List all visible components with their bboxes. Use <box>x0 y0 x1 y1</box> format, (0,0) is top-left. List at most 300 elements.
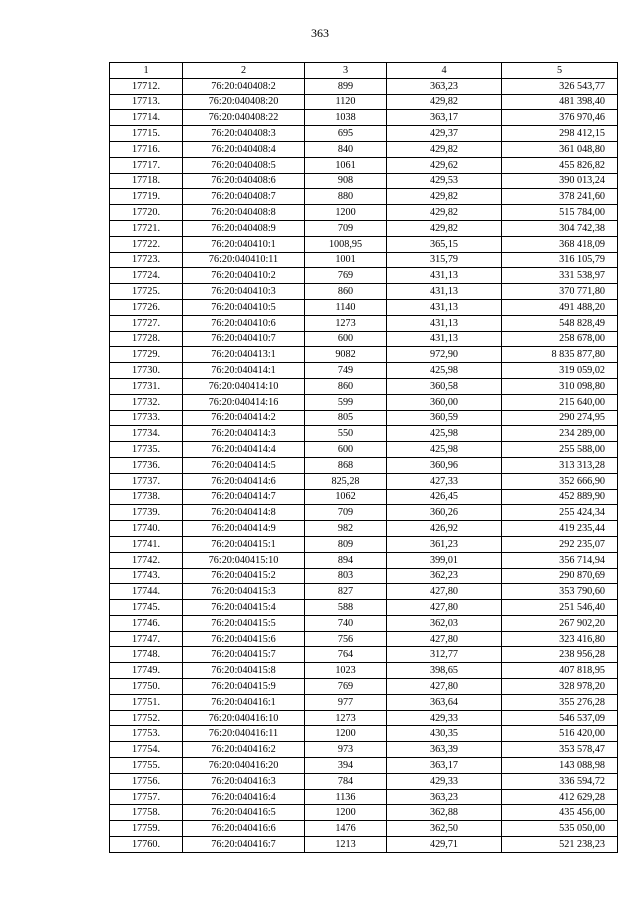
specific-value-cell: 426,92 <box>387 521 502 537</box>
cadastral-value-cell: 455 826,82 <box>502 157 618 173</box>
area-cell: 1038 <box>305 110 387 126</box>
table-row <box>110 568 618 584</box>
row-index-cell: 17731. <box>110 378 183 394</box>
area-cell: 880 <box>305 189 387 205</box>
row-index-cell: 17729. <box>110 347 183 363</box>
cadastral-number-cell: 76:20:040408:5 <box>183 157 305 173</box>
cadastral-value-cell: 304 742,38 <box>502 220 618 236</box>
specific-value-cell: 363,39 <box>387 742 502 758</box>
cadastral-number-cell: 76:20:040414:6 <box>183 473 305 489</box>
area-cell: 764 <box>305 647 387 663</box>
table-row <box>110 521 618 537</box>
area-cell: 1008,95 <box>305 236 387 252</box>
row-index-cell: 17725. <box>110 284 183 300</box>
cadastral-value-cell: 535 050,00 <box>502 821 618 837</box>
cadastral-value-cell: 328 978,20 <box>502 679 618 695</box>
cadastral-value-cell: 412 629,28 <box>502 789 618 805</box>
area-cell: 827 <box>305 584 387 600</box>
row-index-cell: 17727. <box>110 315 183 331</box>
cadastral-value-cell: 143 088,98 <box>502 758 618 774</box>
cadastral-number-cell: 76:20:040416:10 <box>183 710 305 726</box>
table-row <box>110 742 618 758</box>
table-row <box>110 584 618 600</box>
cadastral-value-cell: 326 543,77 <box>502 78 618 94</box>
cadastral-number-cell: 76:20:040408:8 <box>183 205 305 221</box>
table-row <box>110 600 618 616</box>
area-cell: 756 <box>305 631 387 647</box>
cadastral-value-cell: 290 870,69 <box>502 568 618 584</box>
cadastral-value-cell: 378 241,60 <box>502 189 618 205</box>
row-index-cell: 17718. <box>110 173 183 189</box>
column-header-4: 4 <box>387 63 502 79</box>
cadastral-value-cell: 548 828,49 <box>502 315 618 331</box>
area-cell: 860 <box>305 284 387 300</box>
specific-value-cell: 429,82 <box>387 205 502 221</box>
area-cell: 709 <box>305 505 387 521</box>
specific-value-cell: 398,65 <box>387 663 502 679</box>
table-row <box>110 489 618 505</box>
table-row <box>110 631 618 647</box>
specific-value-cell: 429,82 <box>387 220 502 236</box>
table-row <box>110 110 618 126</box>
row-index-cell: 17733. <box>110 410 183 426</box>
row-index-cell: 17752. <box>110 710 183 726</box>
cadastral-value-cell: 546 537,09 <box>502 710 618 726</box>
area-cell: 1273 <box>305 315 387 331</box>
specific-value-cell: 427,80 <box>387 584 502 600</box>
table-row <box>110 410 618 426</box>
row-index-cell: 17759. <box>110 821 183 837</box>
table-row <box>110 220 618 236</box>
specific-value-cell: 315,79 <box>387 252 502 268</box>
cadastral-value-cell: 316 105,79 <box>502 252 618 268</box>
specific-value-cell: 362,23 <box>387 568 502 584</box>
specific-value-cell: 972,90 <box>387 347 502 363</box>
area-cell: 840 <box>305 141 387 157</box>
cadastral-number-cell: 76:20:040415:10 <box>183 552 305 568</box>
specific-value-cell: 431,13 <box>387 284 502 300</box>
cadastral-number-cell: 76:20:040416:1 <box>183 694 305 710</box>
row-index-cell: 17728. <box>110 331 183 347</box>
cadastral-number-cell: 76:20:040416:5 <box>183 805 305 821</box>
row-index-cell: 17743. <box>110 568 183 584</box>
specific-value-cell: 365,15 <box>387 236 502 252</box>
table-row <box>110 647 618 663</box>
row-index-cell: 17745. <box>110 600 183 616</box>
table-row <box>110 236 618 252</box>
cadastral-number-cell: 76:20:040408:9 <box>183 220 305 236</box>
cadastral-number-cell: 76:20:040408:20 <box>183 94 305 110</box>
cadastral-value-cell: 435 456,00 <box>502 805 618 821</box>
row-index-cell: 17748. <box>110 647 183 663</box>
cadastral-number-cell: 76:20:040414:9 <box>183 521 305 537</box>
specific-value-cell: 312,77 <box>387 647 502 663</box>
cadastral-number-cell: 76:20:040415:6 <box>183 631 305 647</box>
cadastral-number-cell: 76:20:040414:5 <box>183 457 305 473</box>
specific-value-cell: 360,58 <box>387 378 502 394</box>
specific-value-cell: 427,80 <box>387 631 502 647</box>
table-row <box>110 331 618 347</box>
row-index-cell: 17732. <box>110 394 183 410</box>
column-header-1: 1 <box>110 63 183 79</box>
cadastral-number-cell: 76:20:040415:2 <box>183 568 305 584</box>
table-row <box>110 726 618 742</box>
row-index-cell: 17734. <box>110 426 183 442</box>
specific-value-cell: 363,64 <box>387 694 502 710</box>
cadastral-value-cell: 298 412,15 <box>502 126 618 142</box>
cadastral-value-cell: 313 313,28 <box>502 457 618 473</box>
area-cell: 749 <box>305 363 387 379</box>
row-index-cell: 17751. <box>110 694 183 710</box>
specific-value-cell: 429,33 <box>387 710 502 726</box>
cadastral-value-cell: 515 784,00 <box>502 205 618 221</box>
specific-value-cell: 429,82 <box>387 94 502 110</box>
row-index-cell: 17735. <box>110 442 183 458</box>
cadastral-value-cell: 215 640,00 <box>502 394 618 410</box>
area-cell: 1120 <box>305 94 387 110</box>
specific-value-cell: 362,03 <box>387 615 502 631</box>
cadastral-value-table <box>109 62 618 853</box>
area-cell: 1001 <box>305 252 387 268</box>
table-row <box>110 805 618 821</box>
table-row <box>110 679 618 695</box>
table-row <box>110 789 618 805</box>
area-cell: 805 <box>305 410 387 426</box>
area-cell: 1023 <box>305 663 387 679</box>
table-row <box>110 78 618 94</box>
specific-value-cell: 431,13 <box>387 299 502 315</box>
specific-value-cell: 363,17 <box>387 110 502 126</box>
row-index-cell: 17739. <box>110 505 183 521</box>
area-cell: 1200 <box>305 205 387 221</box>
specific-value-cell: 429,53 <box>387 173 502 189</box>
cadastral-number-cell: 76:20:040410:11 <box>183 252 305 268</box>
row-index-cell: 17741. <box>110 536 183 552</box>
area-cell: 769 <box>305 679 387 695</box>
row-index-cell: 17715. <box>110 126 183 142</box>
specific-value-cell: 360,00 <box>387 394 502 410</box>
cadastral-value-cell: 290 274,95 <box>502 410 618 426</box>
cadastral-value-cell: 353 578,47 <box>502 742 618 758</box>
column-header-3: 3 <box>305 63 387 79</box>
specific-value-cell: 429,37 <box>387 126 502 142</box>
area-cell: 600 <box>305 331 387 347</box>
cadastral-value-cell: 370 771,80 <box>502 284 618 300</box>
cadastral-number-cell: 76:20:040408:2 <box>183 78 305 94</box>
specific-value-cell: 429,62 <box>387 157 502 173</box>
cadastral-value-cell: 336 594,72 <box>502 773 618 789</box>
cadastral-value-cell: 352 666,90 <box>502 473 618 489</box>
cadastral-number-cell: 76:20:040416:7 <box>183 837 305 853</box>
row-index-cell: 17716. <box>110 141 183 157</box>
cadastral-value-cell: 361 048,80 <box>502 141 618 157</box>
cadastral-number-cell: 76:20:040415:8 <box>183 663 305 679</box>
row-index-cell: 17753. <box>110 726 183 742</box>
table-row <box>110 347 618 363</box>
row-index-cell: 17756. <box>110 773 183 789</box>
specific-value-cell: 362,88 <box>387 805 502 821</box>
cadastral-number-cell: 76:20:040410:1 <box>183 236 305 252</box>
row-index-cell: 17726. <box>110 299 183 315</box>
cadastral-value-cell: 255 424,34 <box>502 505 618 521</box>
cadastral-value-cell: 251 546,40 <box>502 600 618 616</box>
cadastral-value-cell: 258 678,00 <box>502 331 618 347</box>
row-index-cell: 17712. <box>110 78 183 94</box>
cadastral-number-cell: 76:20:040414:2 <box>183 410 305 426</box>
specific-value-cell: 429,71 <box>387 837 502 853</box>
specific-value-cell: 431,13 <box>387 315 502 331</box>
table-row <box>110 157 618 173</box>
specific-value-cell: 362,50 <box>387 821 502 837</box>
area-cell: 973 <box>305 742 387 758</box>
specific-value-cell: 399,01 <box>387 552 502 568</box>
table-row <box>110 205 618 221</box>
specific-value-cell: 430,35 <box>387 726 502 742</box>
cadastral-value-cell: 323 416,80 <box>502 631 618 647</box>
cadastral-number-cell: 76:20:040414:7 <box>183 489 305 505</box>
cadastral-number-cell: 76:20:040415:1 <box>183 536 305 552</box>
column-header-2: 2 <box>183 63 305 79</box>
table-row <box>110 457 618 473</box>
specific-value-cell: 363,23 <box>387 78 502 94</box>
table-row <box>110 394 618 410</box>
cadastral-value-cell: 8 835 877,80 <box>502 347 618 363</box>
cadastral-value-cell: 407 818,95 <box>502 663 618 679</box>
specific-value-cell: 425,98 <box>387 442 502 458</box>
table-row <box>110 442 618 458</box>
specific-value-cell: 360,96 <box>387 457 502 473</box>
area-cell: 9082 <box>305 347 387 363</box>
area-cell: 982 <box>305 521 387 537</box>
cadastral-value-cell: 267 902,20 <box>502 615 618 631</box>
cadastral-value-cell: 319 059,02 <box>502 363 618 379</box>
cadastral-value-cell: 481 398,40 <box>502 94 618 110</box>
table-row <box>110 378 618 394</box>
cadastral-number-cell: 76:20:040408:3 <box>183 126 305 142</box>
area-cell: 695 <box>305 126 387 142</box>
page-number: 363 <box>311 26 329 40</box>
table-row <box>110 837 618 853</box>
table-row <box>110 536 618 552</box>
area-cell: 550 <box>305 426 387 442</box>
area-cell: 899 <box>305 78 387 94</box>
cadastral-value-cell: 419 235,44 <box>502 521 618 537</box>
table-row <box>110 252 618 268</box>
specific-value-cell: 363,23 <box>387 789 502 805</box>
specific-value-cell: 427,33 <box>387 473 502 489</box>
cadastral-value-cell: 356 714,94 <box>502 552 618 568</box>
area-cell: 1136 <box>305 789 387 805</box>
column-header-5: 5 <box>502 63 618 79</box>
table-row <box>110 363 618 379</box>
area-cell: 894 <box>305 552 387 568</box>
area-cell: 1061 <box>305 157 387 173</box>
cadastral-value-cell: 390 013,24 <box>502 173 618 189</box>
cadastral-value-cell: 368 418,09 <box>502 236 618 252</box>
table-row <box>110 299 618 315</box>
row-index-cell: 17738. <box>110 489 183 505</box>
area-cell: 908 <box>305 173 387 189</box>
row-index-cell: 17737. <box>110 473 183 489</box>
table-row <box>110 315 618 331</box>
cadastral-number-cell: 76:20:040416:6 <box>183 821 305 837</box>
row-index-cell: 17721. <box>110 220 183 236</box>
row-index-cell: 17742. <box>110 552 183 568</box>
cadastral-number-cell: 76:20:040416:20 <box>183 758 305 774</box>
row-index-cell: 17740. <box>110 521 183 537</box>
cadastral-number-cell: 76:20:040408:22 <box>183 110 305 126</box>
area-cell: 394 <box>305 758 387 774</box>
table-row <box>110 268 618 284</box>
table-row <box>110 615 618 631</box>
area-cell: 803 <box>305 568 387 584</box>
cadastral-number-cell: 76:20:040415:9 <box>183 679 305 695</box>
cadastral-number-cell: 76:20:040414:3 <box>183 426 305 442</box>
cadastral-value-cell: 353 790,60 <box>502 584 618 600</box>
cadastral-number-cell: 76:20:040414:16 <box>183 394 305 410</box>
row-index-cell: 17744. <box>110 584 183 600</box>
cadastral-number-cell: 76:20:040416:4 <box>183 789 305 805</box>
specific-value-cell: 427,80 <box>387 600 502 616</box>
row-index-cell: 17720. <box>110 205 183 221</box>
table-row <box>110 141 618 157</box>
cadastral-number-cell: 76:20:040415:7 <box>183 647 305 663</box>
cadastral-number-cell: 76:20:040416:3 <box>183 773 305 789</box>
area-cell: 1213 <box>305 837 387 853</box>
cadastral-value-cell: 355 276,28 <box>502 694 618 710</box>
row-index-cell: 17758. <box>110 805 183 821</box>
cadastral-number-cell: 76:20:040416:11 <box>183 726 305 742</box>
table-row <box>110 94 618 110</box>
area-cell: 809 <box>305 536 387 552</box>
specific-value-cell: 426,45 <box>387 489 502 505</box>
row-index-cell: 17757. <box>110 789 183 805</box>
table-row <box>110 284 618 300</box>
area-cell: 709 <box>305 220 387 236</box>
table-row <box>110 821 618 837</box>
row-index-cell: 17746. <box>110 615 183 631</box>
table-row <box>110 189 618 205</box>
area-cell: 740 <box>305 615 387 631</box>
area-cell: 769 <box>305 268 387 284</box>
area-cell: 868 <box>305 457 387 473</box>
cadastral-number-cell: 76:20:040415:3 <box>183 584 305 600</box>
cadastral-value-cell: 491 488,20 <box>502 299 618 315</box>
cadastral-number-cell: 76:20:040408:7 <box>183 189 305 205</box>
specific-value-cell: 431,13 <box>387 268 502 284</box>
area-cell: 784 <box>305 773 387 789</box>
specific-value-cell: 427,80 <box>387 679 502 695</box>
row-index-cell: 17730. <box>110 363 183 379</box>
area-cell: 1273 <box>305 710 387 726</box>
row-index-cell: 17750. <box>110 679 183 695</box>
row-index-cell: 17713. <box>110 94 183 110</box>
table-row <box>110 552 618 568</box>
cadastral-number-cell: 76:20:040414:4 <box>183 442 305 458</box>
cadastral-value-cell: 452 889,90 <box>502 489 618 505</box>
specific-value-cell: 360,59 <box>387 410 502 426</box>
area-cell: 599 <box>305 394 387 410</box>
area-cell: 600 <box>305 442 387 458</box>
cadastral-number-cell: 76:20:040415:4 <box>183 600 305 616</box>
row-index-cell: 17714. <box>110 110 183 126</box>
row-index-cell: 17749. <box>110 663 183 679</box>
row-index-cell: 17723. <box>110 252 183 268</box>
cadastral-number-cell: 76:20:040415:5 <box>183 615 305 631</box>
table-row <box>110 773 618 789</box>
area-cell: 1140 <box>305 299 387 315</box>
table-row <box>110 126 618 142</box>
table-row <box>110 173 618 189</box>
table-row <box>110 663 618 679</box>
cadastral-number-cell: 76:20:040410:3 <box>183 284 305 300</box>
specific-value-cell: 361,23 <box>387 536 502 552</box>
cadastral-number-cell: 76:20:040410:5 <box>183 299 305 315</box>
area-cell: 1476 <box>305 821 387 837</box>
row-index-cell: 17722. <box>110 236 183 252</box>
area-cell: 825,28 <box>305 473 387 489</box>
table-row <box>110 710 618 726</box>
table-row <box>110 426 618 442</box>
cadastral-value-cell: 238 956,28 <box>502 647 618 663</box>
table-row <box>110 694 618 710</box>
cadastral-number-cell: 76:20:040416:2 <box>183 742 305 758</box>
cadastral-value-cell: 331 538,97 <box>502 268 618 284</box>
specific-value-cell: 431,13 <box>387 331 502 347</box>
row-index-cell: 17717. <box>110 157 183 173</box>
row-index-cell: 17747. <box>110 631 183 647</box>
row-index-cell: 17736. <box>110 457 183 473</box>
column-number-row <box>110 63 618 79</box>
row-index-cell: 17760. <box>110 837 183 853</box>
area-cell: 1200 <box>305 805 387 821</box>
cadastral-value-cell: 292 235,07 <box>502 536 618 552</box>
cadastral-number-cell: 76:20:040413:1 <box>183 347 305 363</box>
cadastral-number-cell: 76:20:040408:6 <box>183 173 305 189</box>
specific-value-cell: 425,98 <box>387 426 502 442</box>
table-row <box>110 758 618 774</box>
cadastral-value-cell: 310 098,80 <box>502 378 618 394</box>
specific-value-cell: 360,26 <box>387 505 502 521</box>
cadastral-number-cell: 76:20:040410:6 <box>183 315 305 331</box>
area-cell: 860 <box>305 378 387 394</box>
area-cell: 977 <box>305 694 387 710</box>
table-row <box>110 473 618 489</box>
specific-value-cell: 363,17 <box>387 758 502 774</box>
specific-value-cell: 429,82 <box>387 141 502 157</box>
cadastral-number-cell: 76:20:040414:1 <box>183 363 305 379</box>
area-cell: 1062 <box>305 489 387 505</box>
row-index-cell: 17754. <box>110 742 183 758</box>
specific-value-cell: 425,98 <box>387 363 502 379</box>
table-row <box>110 505 618 521</box>
specific-value-cell: 429,33 <box>387 773 502 789</box>
area-cell: 1200 <box>305 726 387 742</box>
table-body <box>110 78 618 852</box>
row-index-cell: 17724. <box>110 268 183 284</box>
row-index-cell: 17755. <box>110 758 183 774</box>
cadastral-value-cell: 255 588,00 <box>502 442 618 458</box>
cadastral-number-cell: 76:20:040414:8 <box>183 505 305 521</box>
specific-value-cell: 429,82 <box>387 189 502 205</box>
cadastral-value-cell: 521 238,23 <box>502 837 618 853</box>
cadastral-value-cell: 376 970,46 <box>502 110 618 126</box>
cadastral-number-cell: 76:20:040414:10 <box>183 378 305 394</box>
cadastral-number-cell: 76:20:040410:7 <box>183 331 305 347</box>
cadastral-value-cell: 234 289,00 <box>502 426 618 442</box>
area-cell: 588 <box>305 600 387 616</box>
row-index-cell: 17719. <box>110 189 183 205</box>
